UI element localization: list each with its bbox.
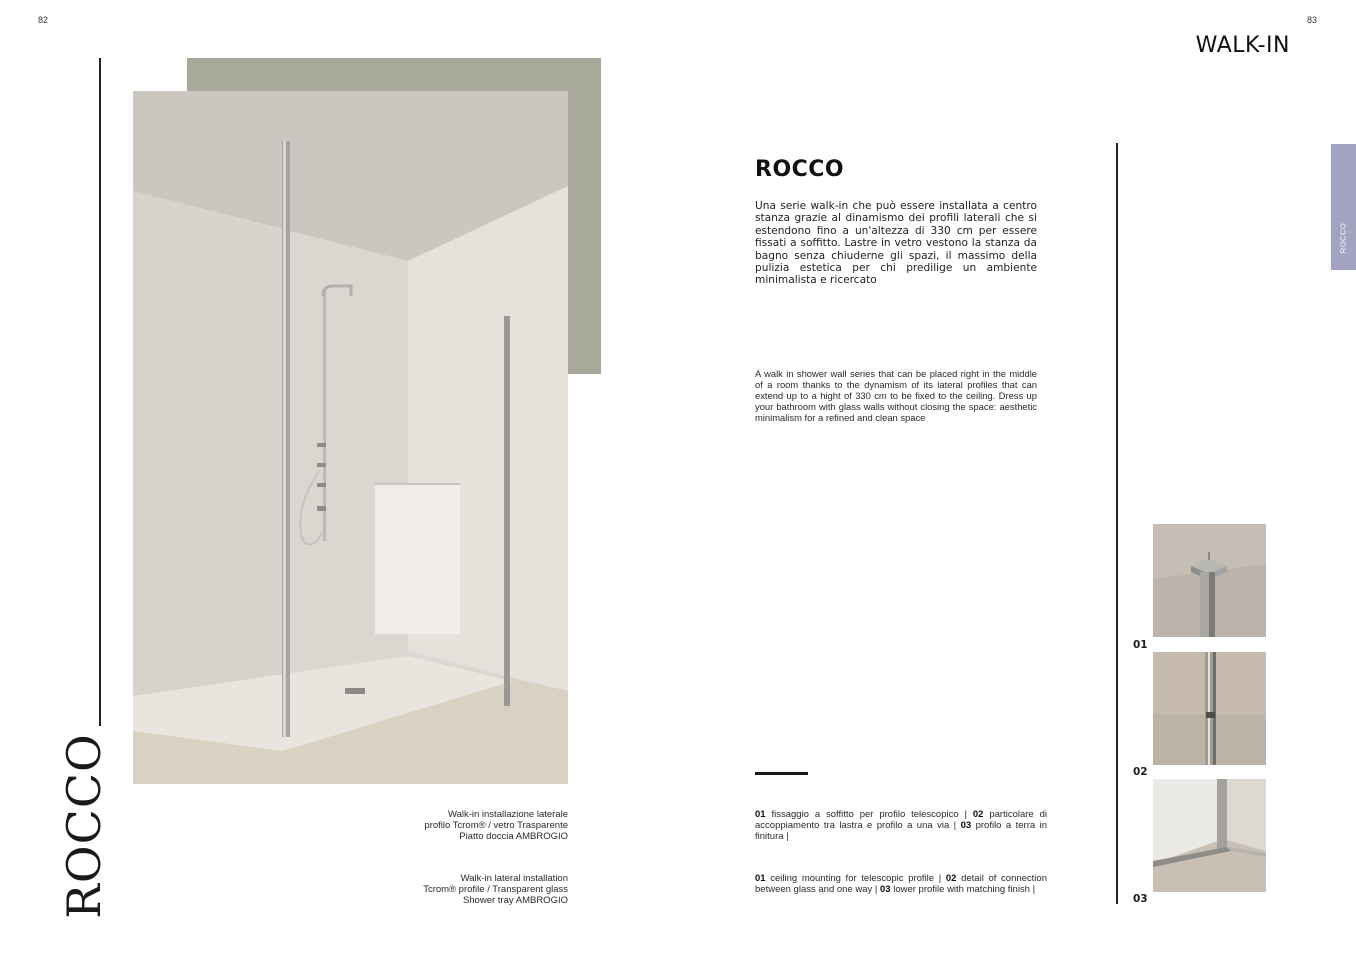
page-number-left: 82 xyxy=(38,15,49,25)
shower-photo xyxy=(133,91,568,784)
caption-it-line-2: profilo Tcrom® / vetro Trasparente xyxy=(424,820,568,831)
side-tab-label: ROCCO xyxy=(1338,222,1348,254)
detail-en-text-3: lower profile with matching finish | xyxy=(890,884,1036,895)
description-italian: Una serie walk-in che può essere installata a centro stanza grazie al dinamismo dei profili laterali che si estendono fino a un'altezza di 330 cm per essere fissati a soffitto. Lastre in vetro vestono la stanza da bagno senza chiuderne gli spazi, il massimo della pulizia estetica per chi predilige un ambiente minimalista e ricercato xyxy=(755,200,1037,287)
photo-caption-english xyxy=(423,873,568,906)
detail-it-text-2: particolare di accoppiamento tra lastra e profilo a una via | xyxy=(755,809,1047,831)
details-italian xyxy=(755,809,1047,842)
thumbnail-ceiling-mount xyxy=(1153,524,1266,637)
detail-it-num-1: 01 xyxy=(755,809,766,820)
vertical-title: ROCCO xyxy=(57,733,111,919)
short-divider xyxy=(755,772,808,775)
thumbnail-floor-profile xyxy=(1153,779,1266,892)
caption-en-line-2: Tcrom® profile / Transparent glass xyxy=(423,884,568,895)
caption-it-line-1: Walk-in installazione laterale xyxy=(447,809,568,820)
detail-it-text-1: fissaggio a soffitto per profilo telescopico | xyxy=(765,809,973,820)
details-english xyxy=(755,873,1047,895)
detail-en-num-1: 01 xyxy=(755,873,766,884)
page-number-right: 83 xyxy=(1307,15,1318,25)
photo-caption-italian xyxy=(424,809,568,842)
detail-it-num-2: 02 xyxy=(972,809,984,820)
detail-en-num-3: 03 xyxy=(880,884,891,895)
section-title: WALK-IN xyxy=(1195,33,1290,58)
detail-en-text-2: detail of connection between glass and one way | xyxy=(755,873,1047,895)
thumbnail-label-03: 03 xyxy=(1133,893,1148,905)
thumbnail-label-01: 01 xyxy=(1133,639,1148,651)
caption-en-line-3: Shower tray AMBROGIO xyxy=(462,895,568,906)
detail-en-num-2: 02 xyxy=(945,873,957,884)
detail-it-text-3: profilo a terra in finitura | xyxy=(755,820,1047,842)
product-heading: ROCCO xyxy=(755,157,845,182)
vertical-rule-right xyxy=(1116,143,1118,904)
caption-en-line-1: Walk-in lateral installation xyxy=(460,873,568,884)
vertical-rule-left xyxy=(99,58,101,726)
detail-en-text-1: ceiling mounting for telescopic profile | xyxy=(765,873,946,884)
description-english: A walk in shower wall series that can be placed right in the middle of a room thanks to the dynamism of its lateral profiles that can extend up to a hight of 330 cm to be fixed to the ceiling. Dress up your bathroom with glass walls without closing the space: aesthetic minimalism for a refined and clean space xyxy=(755,368,1037,423)
detail-it-num-3: 03 xyxy=(960,820,972,831)
caption-it-line-3: Piatto doccia AMBROGIO xyxy=(459,831,568,842)
thumbnail-label-02: 02 xyxy=(1133,766,1148,778)
thumbnail-glass-connection xyxy=(1153,652,1266,765)
